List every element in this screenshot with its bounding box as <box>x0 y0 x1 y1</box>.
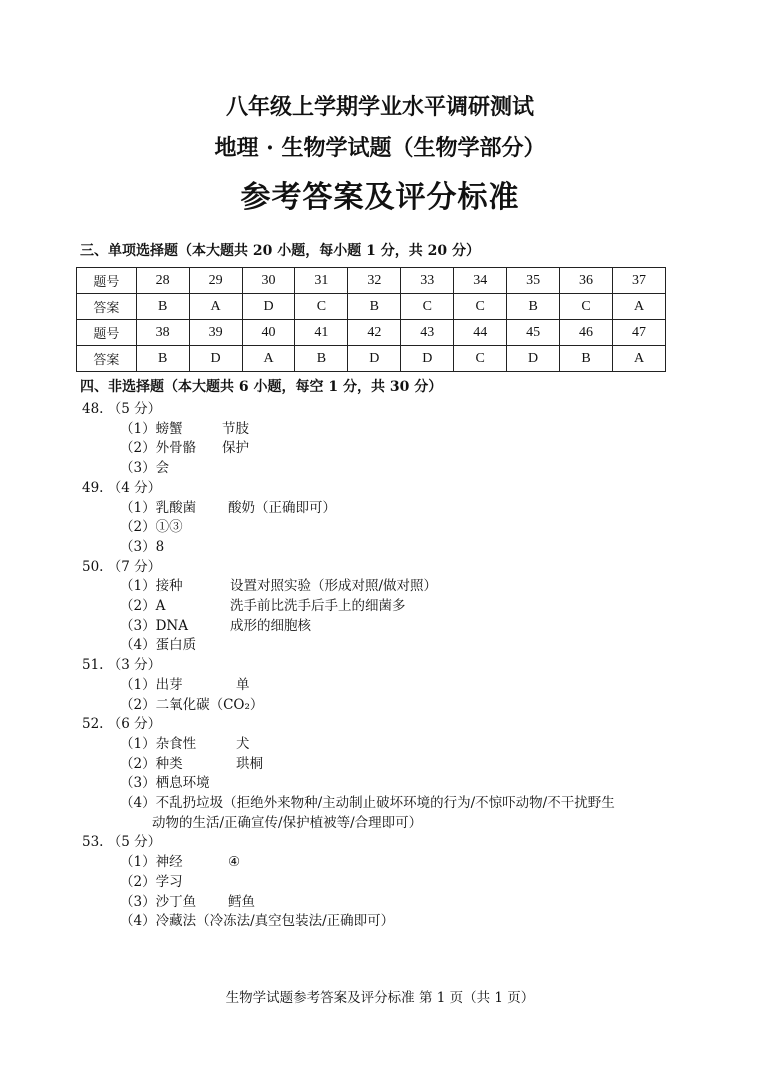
table-cell: 46 <box>560 320 613 346</box>
answer-item-label: （1）神经 <box>120 854 183 871</box>
answer-item-value: 单 <box>236 676 250 693</box>
table-cell: B <box>507 294 560 320</box>
question-score: （4 分） <box>107 479 162 496</box>
table-cell: 40 <box>242 320 295 346</box>
row-label: 答案 <box>77 346 137 372</box>
table-cell: A <box>613 294 666 320</box>
answer-item-value: 珙桐 <box>236 755 263 772</box>
question-header <box>82 558 161 578</box>
answer-item-label: （1）乳酸菌 <box>120 499 197 516</box>
answer-key-title: 参考答案及评分标准 <box>240 180 520 215</box>
table-cell: D <box>348 346 401 372</box>
table-cell: 45 <box>507 320 560 346</box>
answer-item-label: （2）①③ <box>120 519 183 536</box>
table-cell: B <box>136 346 189 372</box>
table-cell: 47 <box>613 320 666 346</box>
answer-item-label: （4）冷藏法（冷冻法/真空包装法/正确即可） <box>120 913 395 930</box>
question-score: （7 分） <box>107 558 162 575</box>
answer-item-label: （1）接种 <box>120 578 183 595</box>
row-label: 题号 <box>77 268 137 294</box>
table-cell: D <box>242 294 295 320</box>
table-cell: 41 <box>295 320 348 346</box>
answer-item-label: （4）不乱扔垃圾（拒绝外来物种/主动制止破坏环境的行为/不惊吓动物/不干扰野生 <box>120 795 615 811</box>
answer-item-value: 鳕鱼 <box>228 893 255 910</box>
table-cell: C <box>454 346 507 372</box>
answer-item-label: （3）8 <box>120 538 165 555</box>
page-footer: 生物学试题参考答案及评分标准 第 1 页（共 1 页） <box>225 990 535 1006</box>
answer-item-label: （2）外骨骼 <box>120 440 197 457</box>
answer-item-label: （1）出芽 <box>120 676 183 693</box>
answer-item-value: 洗手前比洗手后手上的细菌多 <box>230 598 406 614</box>
table-cell: 32 <box>348 268 401 294</box>
question-number: 53. <box>82 834 104 851</box>
table-cell: B <box>560 346 613 372</box>
question-header <box>82 715 161 735</box>
answer-item-label: （2）种类 <box>120 755 183 772</box>
question-score: （5 分） <box>107 401 162 417</box>
table-cell: 43 <box>401 320 454 346</box>
row-label: 答案 <box>77 294 137 320</box>
table-cell: 28 <box>136 268 189 294</box>
answer-item-value: 成形的细胞核 <box>230 617 311 634</box>
answer-item-value: 犬 <box>236 735 250 752</box>
question-score: （6 分） <box>107 716 162 733</box>
table-row <box>77 294 666 320</box>
question-header <box>82 833 161 853</box>
table-cell: D <box>189 346 242 372</box>
table-cell: 29 <box>189 268 242 294</box>
table-row <box>77 346 666 372</box>
question-number: 51. <box>82 657 104 674</box>
table-cell: A <box>242 346 295 372</box>
table-cell: 42 <box>348 320 401 346</box>
answer-item-value: 设置对照实验（形成对照/做对照） <box>230 578 438 595</box>
answer-item-label: （3）沙丁鱼 <box>120 893 197 910</box>
table-cell: 30 <box>242 268 295 294</box>
table-cell: 35 <box>507 268 560 294</box>
table-row <box>77 268 666 294</box>
question-header <box>82 656 161 676</box>
table-cell: 33 <box>401 268 454 294</box>
table-cell: 34 <box>454 268 507 294</box>
table-row <box>77 320 666 346</box>
table-cell: 37 <box>613 268 666 294</box>
question-number: 52. <box>82 716 104 733</box>
section4-heading: 四、非选择题（本大题共 6 小题，每空 1 分，共 30 分） <box>80 379 443 395</box>
answer-item-label: （4）蛋白质 <box>120 637 197 654</box>
table-cell: B <box>295 346 348 372</box>
table-cell: 38 <box>136 320 189 346</box>
table-cell: 39 <box>189 320 242 346</box>
table-cell: C <box>560 294 613 320</box>
table-cell: 44 <box>454 320 507 346</box>
table-cell: C <box>401 294 454 320</box>
table-cell: D <box>401 346 454 372</box>
table-cell: C <box>454 294 507 320</box>
answer-table <box>76 267 666 372</box>
answer-item-value: 保护 <box>222 440 249 457</box>
question-score: （5 分） <box>107 834 162 851</box>
exam-subtitle: 地理 · 生物学试题（生物学部分） <box>214 135 546 161</box>
answer-item-label: （3）会 <box>120 460 170 477</box>
answer-item-label: （2）A <box>120 598 166 614</box>
answer-item-value: 酸奶（正确即可） <box>228 499 336 516</box>
exam-title: 八年级上学期学业水平调研测试 <box>225 94 534 120</box>
answer-item-label: （3）栖息环境 <box>120 775 210 792</box>
table-cell: D <box>507 346 560 372</box>
table-cell: A <box>189 294 242 320</box>
answer-item-label: （1）螃蟹 <box>120 420 183 437</box>
question-header <box>82 400 161 420</box>
answer-item-label: （1）杂食性 <box>120 735 197 752</box>
answer-item-value: 节肢 <box>222 420 249 437</box>
answer-item-label: （3）DNA <box>120 617 188 634</box>
question-number: 50. <box>82 558 104 575</box>
question-header <box>82 479 161 499</box>
question-score: （3 分） <box>107 657 162 674</box>
answer-item-value: ④ <box>228 854 241 871</box>
answer-item-label: （2）学习 <box>120 873 183 890</box>
section3-heading: 三、单项选择题（本大题共 20 小题，每小题 1 分，共 20 分） <box>80 243 480 259</box>
table-cell: B <box>136 294 189 320</box>
table-cell: B <box>348 294 401 320</box>
table-cell: C <box>295 294 348 320</box>
table-cell: 36 <box>560 268 613 294</box>
table-cell: A <box>613 346 666 372</box>
row-label: 题号 <box>77 320 137 346</box>
answer-continuation: 动物的生活/正确宣传/保护植被等/合理即可） <box>152 814 423 831</box>
question-number: 48. <box>82 401 104 417</box>
question-number: 49. <box>82 479 104 496</box>
table-cell: 31 <box>295 268 348 294</box>
answer-item-label: （2）二氧化碳（CO₂） <box>120 696 264 713</box>
